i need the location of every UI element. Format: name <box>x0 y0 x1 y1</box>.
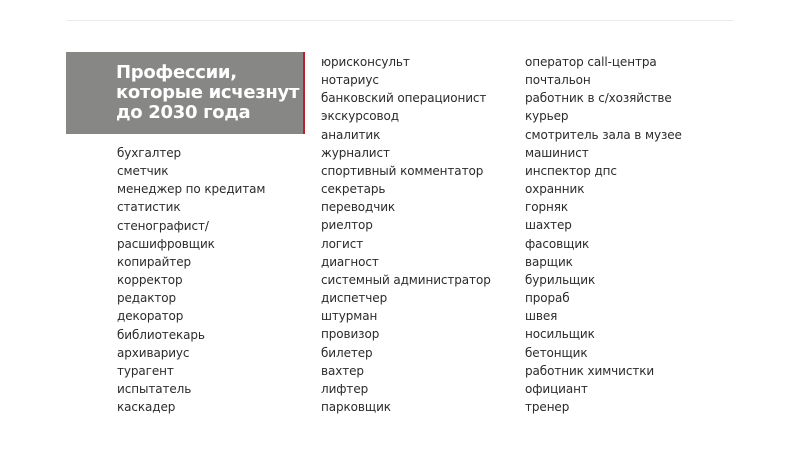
profession-item: риелтор <box>321 218 373 233</box>
profession-item: редактор <box>117 291 177 306</box>
profession-item: прораб <box>525 291 570 306</box>
profession-item: работник в с/хозяйстве <box>525 91 672 106</box>
professions-column-3 <box>525 53 682 416</box>
professions-column-2 <box>321 53 491 416</box>
profession-item: логист <box>321 236 364 251</box>
profession-item: испытатель <box>117 382 192 397</box>
profession-item: переводчик <box>321 200 396 215</box>
profession-item: бурильщик <box>525 272 596 287</box>
profession-item: смотритель зала в музее <box>525 127 682 142</box>
profession-item: корректор <box>117 273 183 288</box>
profession-item: билетер <box>321 345 373 360</box>
profession-item: варщик <box>525 254 573 269</box>
profession-item: горняк <box>525 200 568 215</box>
profession-item: менеджер по кредитам <box>117 182 266 197</box>
profession-item: архивариус <box>117 345 190 360</box>
top-divider <box>66 20 734 21</box>
professions-column-1 <box>117 144 265 416</box>
profession-item: работник химчистки <box>525 363 655 378</box>
profession-item: нотариус <box>321 73 379 88</box>
profession-item: банковский операционист <box>321 91 487 106</box>
profession-item: швея <box>525 309 558 324</box>
profession-item: диагност <box>321 254 379 269</box>
profession-item: сметчик <box>117 164 169 179</box>
profession-item: юрисконсульт <box>321 55 410 69</box>
page-title: Профессии, которые исчезнут до 2030 года <box>116 62 300 123</box>
profession-item: копирайтер <box>117 254 191 269</box>
profession-item: системный администратор <box>321 272 491 287</box>
profession-item: вахтер <box>321 363 364 378</box>
profession-item: спортивный комментатор <box>321 163 484 178</box>
title-banner <box>66 52 305 134</box>
profession-item: расшифровщик <box>117 236 215 251</box>
profession-item: экскурсовод <box>321 109 399 124</box>
profession-item: шахтер <box>525 218 572 233</box>
profession-item: бетонщик <box>525 345 588 360</box>
profession-item: почтальон <box>525 73 591 88</box>
profession-item: курьер <box>525 109 569 124</box>
profession-item: стенографист/ <box>117 218 209 233</box>
profession-item: тренер <box>525 399 570 414</box>
profession-item: штурман <box>321 309 378 324</box>
profession-item: каскадер <box>117 400 176 415</box>
profession-item: носильщик <box>525 327 595 342</box>
profession-item: аналитик <box>321 127 381 142</box>
profession-item: декоратор <box>117 309 184 324</box>
profession-item: бухгалтер <box>117 146 182 160</box>
profession-item: библиотекарь <box>117 327 205 342</box>
profession-item: провизор <box>321 327 380 342</box>
profession-item: турагент <box>117 363 174 378</box>
profession-item: парковщик <box>321 399 391 414</box>
profession-item: оператор call-центра <box>525 55 657 69</box>
profession-item: машинист <box>525 145 589 160</box>
profession-item: фасовщик <box>525 236 590 251</box>
profession-item: инспектор дпс <box>525 163 617 178</box>
profession-item: журналист <box>321 145 390 160</box>
profession-item: лифтер <box>321 381 369 396</box>
profession-item: диспетчер <box>321 291 388 306</box>
profession-item: охранник <box>525 182 585 197</box>
profession-item: статистик <box>117 200 181 215</box>
profession-item: секретарь <box>321 182 386 197</box>
profession-item: официант <box>525 381 588 396</box>
